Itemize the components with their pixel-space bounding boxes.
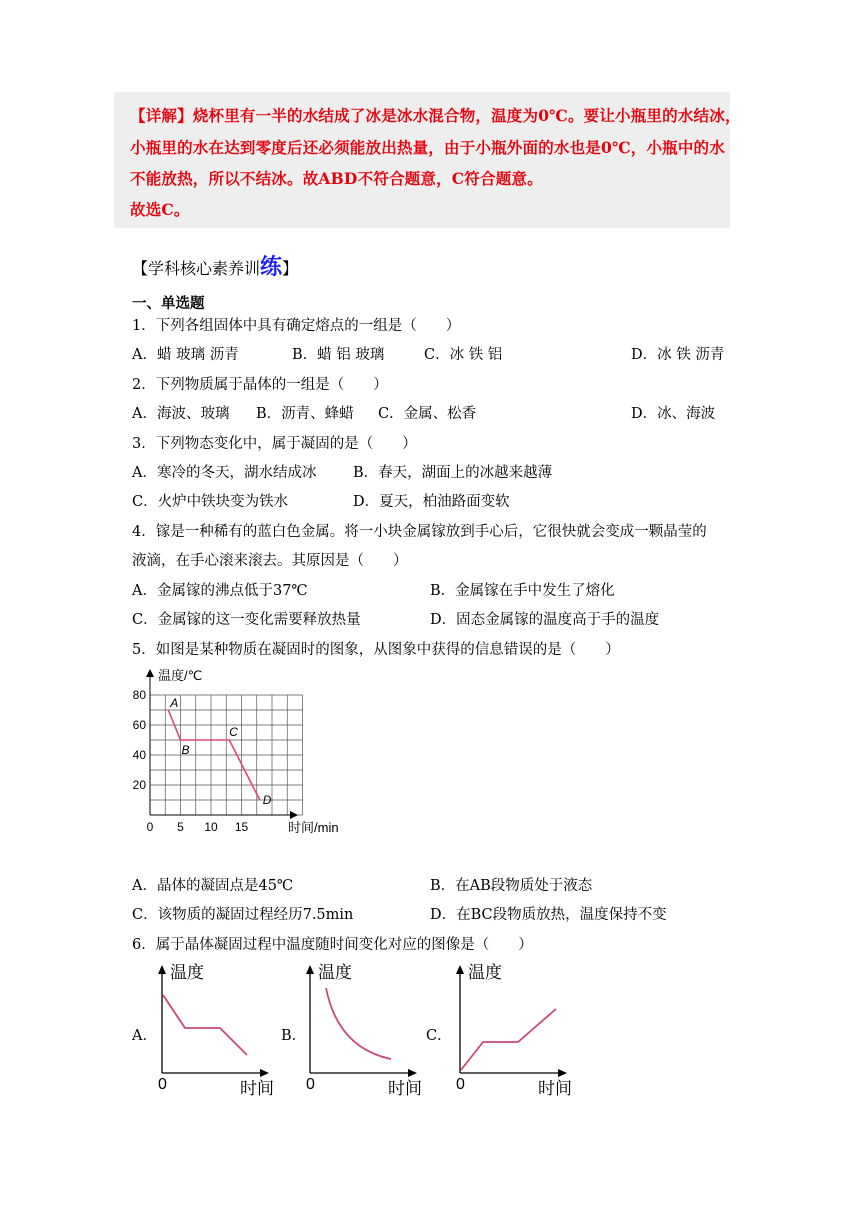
- q4-stem-line-2: 液滴，在手心滚来滚去。其原因是（ ）: [132, 553, 408, 569]
- q5-y-axis-arrow: [146, 669, 154, 677]
- q6-graph-b: [298, 958, 428, 1098]
- q5-x-tick-label: 15: [234, 820, 249, 834]
- q5-x-tick-label: 10: [204, 820, 218, 834]
- q3-stem: 3．下列物态变化中，属于凝固的是（ ）: [132, 436, 417, 452]
- q4-option-b: B．金属镓在手中发生了熔化: [430, 583, 615, 599]
- q6-graph-a: [150, 958, 280, 1098]
- q5-y-tick-label: 60: [132, 718, 146, 732]
- q1-option-a: A．蜡 玻璃 沥青: [132, 347, 239, 363]
- q5-option-d: D．在BC段物质放热，温度保持不变: [430, 907, 667, 923]
- detail-line-1: 【详解】烧杯里有一半的水结成了冰是冰水混合物，温度为0℃。要让小瓶里的水结冰，: [130, 106, 741, 125]
- q5-y-axis-label: 温度/℃: [158, 668, 203, 683]
- q1-option-d: D．冰 铁 沥青: [631, 347, 725, 363]
- q5-grid: [150, 695, 303, 815]
- q2-stem: 2．下列物质属于晶体的一组是（ ）: [132, 377, 388, 393]
- q2-option-d: D．冰、海波: [631, 406, 716, 422]
- q6-c-ylabel: 温度: [468, 963, 502, 982]
- section-heading-big-char: 练: [260, 254, 283, 280]
- q6-c-xlabel: 时间: [538, 1079, 572, 1098]
- q3-option-b: B．春天，湖面上的冰越来越薄: [353, 465, 553, 481]
- q6-b-curve: [326, 988, 391, 1059]
- q4-option-d: D．固态金属镓的温度高于手的温度: [430, 612, 660, 628]
- q5-x-tick-label: 0: [146, 820, 154, 834]
- section-heading-prefix: 【学科核心素养训: [132, 259, 261, 278]
- q6-b-ylabel: 温度: [318, 963, 352, 982]
- detail-line-4: 故选C。: [130, 200, 190, 219]
- q3-option-a: A．寒冷的冬天，湖水结成冰: [132, 465, 317, 481]
- q6-option-b-label: B．: [281, 1028, 307, 1044]
- q6-b-origin: 0: [306, 1076, 315, 1093]
- q6-a-xlabel: 时间: [240, 1079, 274, 1098]
- q5-chart: [120, 660, 370, 840]
- q5-stem: 5．如图是某种物质在凝固时的图象，从图象中获得的信息错误的是（ ）: [132, 642, 620, 658]
- q6-c-line: [461, 1009, 556, 1070]
- q5-y-tick-label: 40: [132, 748, 146, 762]
- q1-option-b: B．蜡 铝 玻璃: [292, 347, 385, 363]
- q4-option-c: C．金属镓的这一变化需要释放热量: [132, 612, 361, 628]
- q6-a-ylabel: 温度: [170, 963, 204, 982]
- q1-stem: 1．下列各组固体中具有确定熔点的一组是（ ）: [132, 318, 461, 334]
- q6-b-xlabel: 时间: [388, 1079, 422, 1098]
- section-heading-suffix: 】: [282, 259, 299, 278]
- q4-stem-line-1: 4．镓是一种稀有的蓝白色金属。将一小块金属镓放到手心后，它很快就会变成一颗晶莹的: [132, 524, 707, 540]
- q6-graph-c: [448, 958, 578, 1098]
- q3-option-c: C．火炉中铁块变为铁水: [132, 494, 289, 510]
- q5-x-tick-label: 5: [177, 820, 184, 834]
- q5-point-label: D: [262, 793, 272, 807]
- q5-y-tick-label: 20: [132, 778, 146, 792]
- detail-line-3: 不能放热，所以不结冰。故ABD不符合题意，C符合题意。: [130, 169, 543, 188]
- q5-option-a: A．晶体的凝固点是45℃: [132, 878, 294, 894]
- q5-point-label: C: [229, 725, 238, 739]
- q6-option-a-label: A．: [132, 1028, 157, 1044]
- detail-line-2: 小瓶里的水在达到零度后还必须能放出热量，由于小瓶外面的水也是0℃，小瓶中的水: [130, 138, 725, 157]
- q5-point-label: A: [170, 696, 179, 710]
- q3-option-d: D．夏天，柏油路面变软: [353, 494, 510, 510]
- part-title: 一、单选题: [132, 295, 205, 312]
- q6-option-c-label: C．: [426, 1028, 452, 1044]
- q5-option-b: B．在AB段物质处于液态: [430, 878, 593, 894]
- section-heading: [132, 250, 298, 281]
- q6-a-line: [163, 995, 247, 1055]
- q6-c-origin: 0: [456, 1076, 465, 1093]
- q5-x-axis-arrow: [290, 811, 298, 819]
- q5-x-axis-label: 时间/min: [288, 820, 339, 835]
- q4-option-a: A．金属镓的沸点低于37℃: [132, 583, 308, 599]
- q1-option-c: C．冰 铁 铝: [424, 347, 503, 363]
- q2-option-b: B．沥青、蜂蜡: [256, 406, 354, 422]
- q5-option-c: C．该物质的凝固过程经历7.5min: [132, 907, 354, 923]
- q5-point-label: B: [181, 743, 190, 757]
- q6-a-origin: 0: [158, 1076, 167, 1093]
- q2-option-a: A．海波、玻璃: [132, 406, 230, 422]
- q2-option-c: C．金属、松香: [378, 406, 477, 422]
- q6-stem: 6．属于晶体凝固过程中温度随时间变化对应的图像是（ ）: [132, 937, 533, 953]
- q5-y-tick-label: 80: [132, 688, 146, 702]
